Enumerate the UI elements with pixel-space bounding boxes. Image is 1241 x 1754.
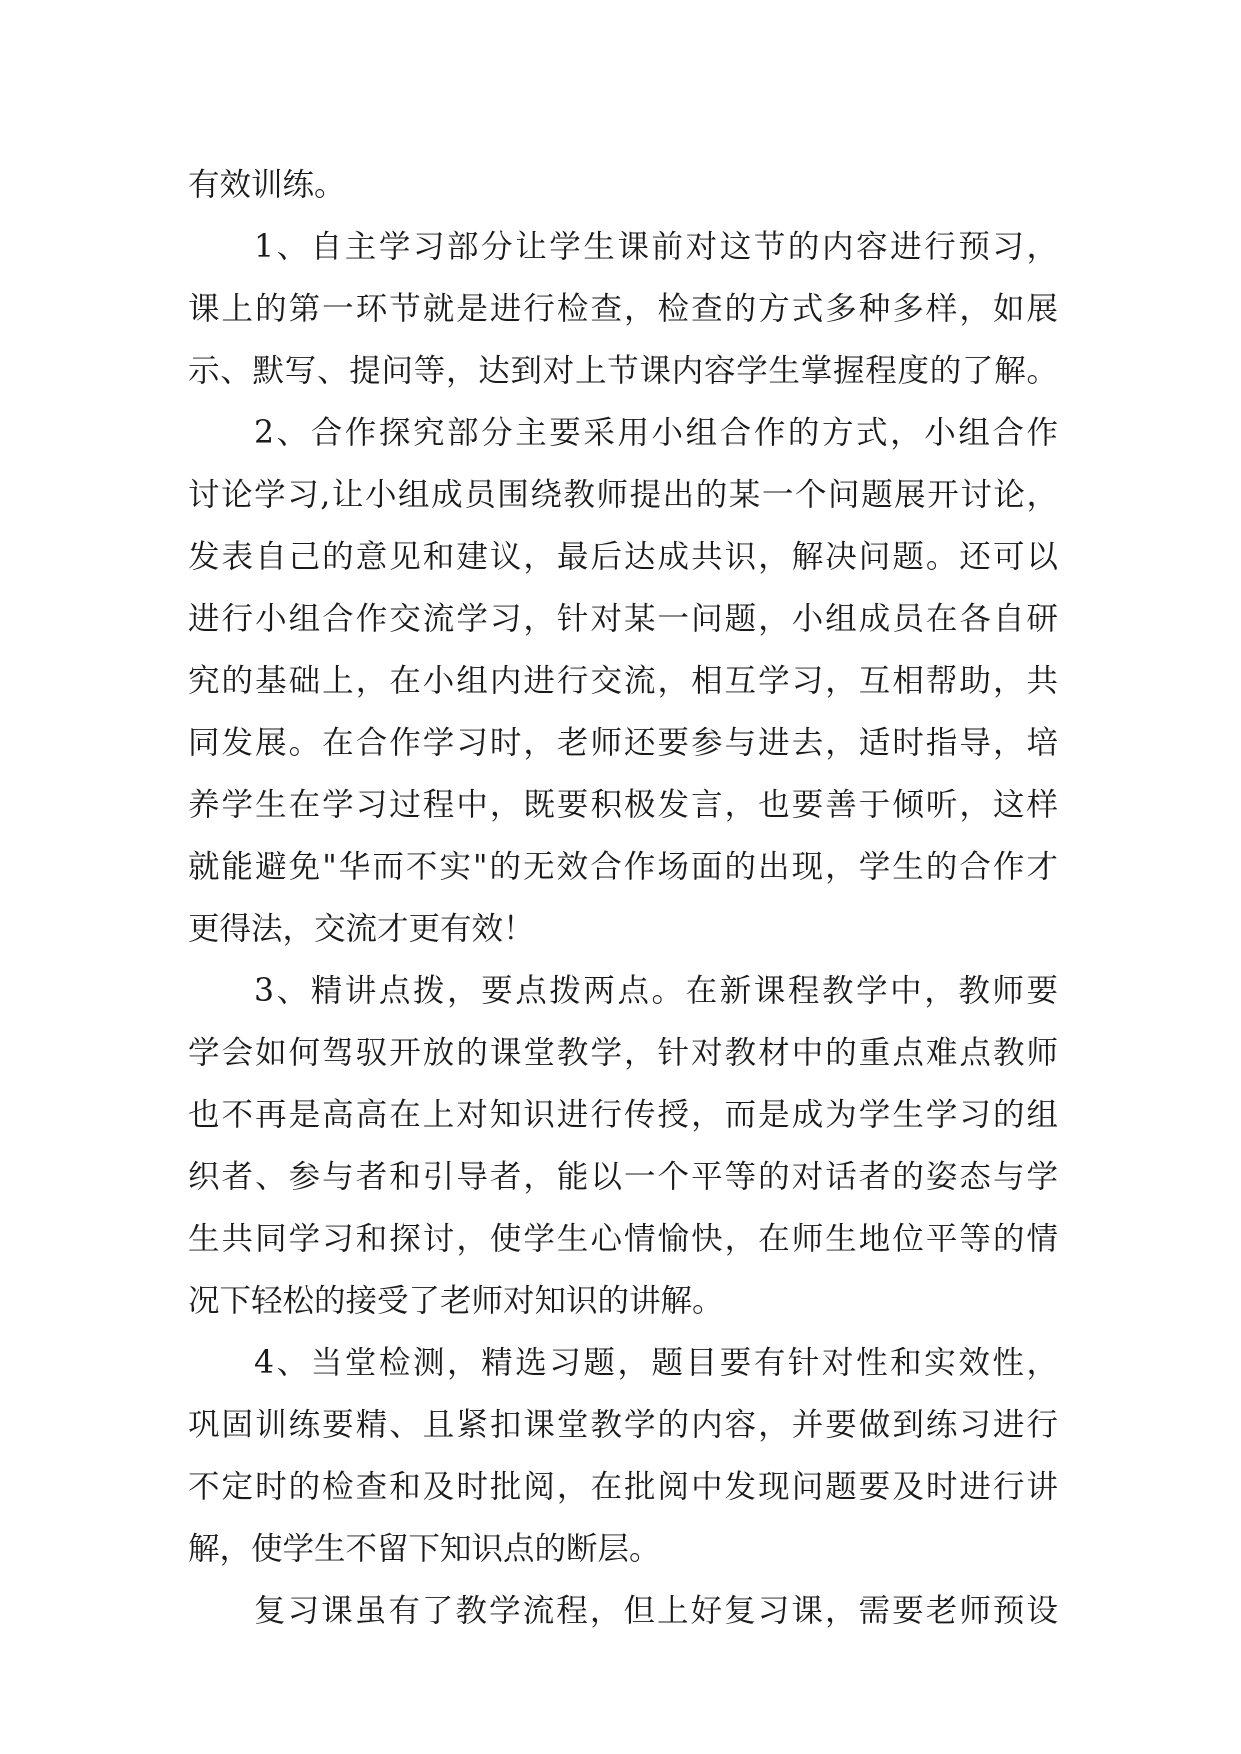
text-line: 织者、参与者和引导者，能以一个平等的对话者的姿态与学 xyxy=(188,1159,1058,1195)
text-line: 发表自己的意见和建议，最后达成共识，解决问题。还可以 xyxy=(188,539,1058,575)
paragraph-4-start: 4、当堂检测，精选习题，题目要有针对性和实效性， xyxy=(254,1345,1058,1381)
paragraph-3-start: 3、精讲点拨，要点拨两点。在新课程教学中，教师要 xyxy=(254,973,1058,1009)
text-line: 同发展。在合作学习时，老师还要参与进去，适时指导，培 xyxy=(188,725,1058,761)
text-line: 养学生在学习过程中，既要积极发言，也要善于倾听，这样 xyxy=(188,787,1058,823)
text-line: 课上的第一环节就是进行检查，检查的方式多种多样，如展 xyxy=(188,291,1058,327)
text-line: 解，使学生不留下知识点的断层。 xyxy=(188,1531,661,1567)
text-line: 巩固训练要精、且紧扣课堂教学的内容，并要做到练习进行 xyxy=(188,1407,1058,1443)
text-line: 不定时的检查和及时批阅，在批阅中发现问题要及时进行讲 xyxy=(188,1469,1058,1505)
text-line: 生共同学习和探讨，使学生心情愉快，在师生地位平等的情 xyxy=(188,1221,1058,1257)
text-line: 进行小组合作交流学习，针对某一问题，小组成员在各自研 xyxy=(188,601,1058,637)
paragraph-2-start: 2、合作探究部分主要采用小组合作的方式，小组合作 xyxy=(254,415,1058,451)
paragraph-1-start: 1、自主学习部分让学生课前对这节的内容进行预习， xyxy=(254,229,1058,265)
text-line: 究的基础上，在小组内进行交流，相互学习，互相帮助，共 xyxy=(188,663,1058,699)
text-line: 况下轻松的接受了老师对知识的讲解。 xyxy=(188,1283,724,1319)
paragraph-5-start: 复习课虽有了教学流程，但上好复习课，需要老师预设 xyxy=(254,1593,1058,1629)
text-line: 有效训练。 xyxy=(188,167,346,203)
text-line: 学会如何驾驭开放的课堂教学，针对教材中的重点难点教师 xyxy=(188,1035,1058,1071)
text-line: 示、默写、提问等，达到对上节课内容学生掌握程度的了解。 xyxy=(188,353,1058,389)
text-line: 讨论学习,让小组成员围绕教师提出的某一个问题展开讨论， xyxy=(188,477,1058,513)
text-line: 也不再是高高在上对知识进行传授，而是成为学生学习的组 xyxy=(188,1097,1058,1133)
body-text xyxy=(188,154,1058,1642)
text-line: 更得法，交流才更有效！ xyxy=(188,911,535,947)
text-line: 就能避免"华而不实"的无效合作场面的出现，学生的合作才 xyxy=(188,849,1058,885)
